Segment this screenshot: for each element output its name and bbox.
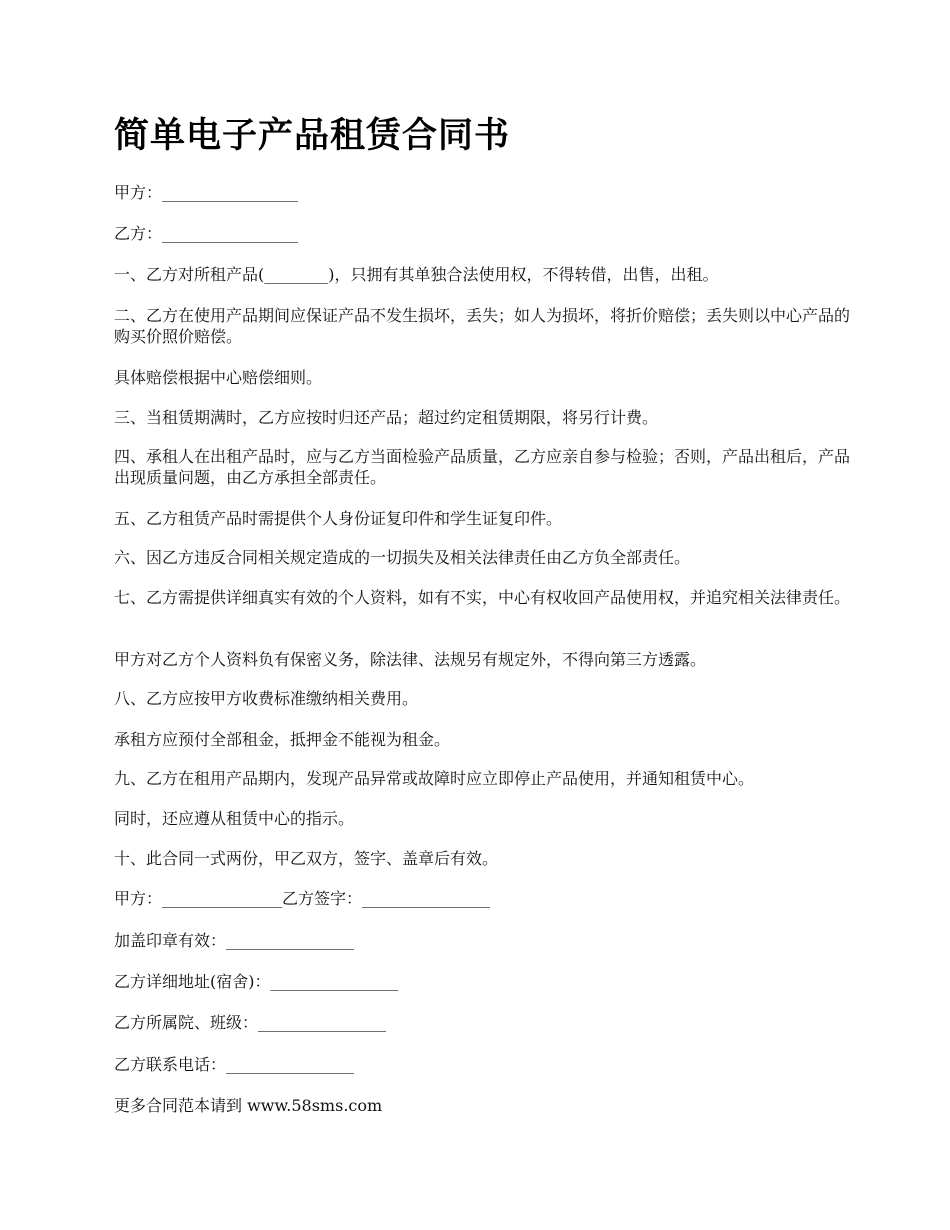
party-a-line: 甲方：_________________ bbox=[114, 183, 299, 202]
clause-9: 九、乙方在租用产品期内，发现产品异常或故障时应立即停止产品使用，并通知租赁中心。 bbox=[114, 769, 755, 788]
clause-8-note: 承租方应预付全部租金，抵押金不能视为租金。 bbox=[114, 730, 451, 749]
clause-6: 六、因乙方违反合同相关规定造成的一切损失及相关法律责任由乙方负全部责任。 bbox=[114, 548, 691, 567]
seal-line: 加盖印章有效：________________ bbox=[114, 931, 355, 950]
clause-7: 七、乙方需提供详细真实有效的个人资料，如有不实，中心有权收回产品使用权，并追究相关法律责任。 bbox=[114, 588, 851, 607]
clause-5: 五、乙方租赁产品时需提供个人身份证复印件和学生证复印件。 bbox=[114, 509, 563, 528]
party-b-line: 乙方：_________________ bbox=[114, 224, 299, 243]
address-line: 乙方详细地址(宿舍)：________________ bbox=[114, 972, 399, 991]
class-line: 乙方所属院、班级：________________ bbox=[114, 1013, 387, 1032]
document-title: 简单电子产品租赁合同书 bbox=[114, 116, 511, 156]
clause-2-note: 具体赔偿根据中心赔偿细则。 bbox=[114, 368, 323, 387]
signature-line: 甲方：_______________乙方签字：________________ bbox=[114, 889, 491, 908]
clause-4: 四、承租人在出租产品时，应与乙方当面检验产品质量，乙方应亲自参与检验；否则，产品出租后，产品出现质量问题，由乙方承担全部责任。 bbox=[114, 447, 851, 487]
clause-8: 八、乙方应按甲方收费标准缴纳相关费用。 bbox=[114, 689, 419, 708]
clause-10: 十、此合同一式两份，甲乙双方，签字、盖章后有效。 bbox=[114, 849, 499, 868]
clause-1: 一、乙方对所租产品(________)，只拥有其单独合法使用权，不得转借，出售，出租。 bbox=[114, 265, 719, 284]
clause-2: 二、乙方在使用产品期间应保证产品不发生损坏，丢失；如人为损坏，将折价赔偿；丢失则以中心产品的购买价照价赔偿。 bbox=[114, 306, 851, 346]
clause-9-note: 同时，还应遵从租赁中心的指示。 bbox=[114, 809, 355, 828]
clause-7-note: 甲方对乙方个人资料负有保密义务，除法律、法规另有规定外，不得向第三方透露。 bbox=[114, 650, 707, 669]
footer-link-text: 更多合同范本请到 www.58sms.com bbox=[114, 1096, 383, 1115]
clause-3: 三、当租赁期满时，乙方应按时归还产品；超过约定租赁期限，将另行计费。 bbox=[114, 408, 659, 427]
phone-line: 乙方联系电话：________________ bbox=[114, 1055, 355, 1074]
